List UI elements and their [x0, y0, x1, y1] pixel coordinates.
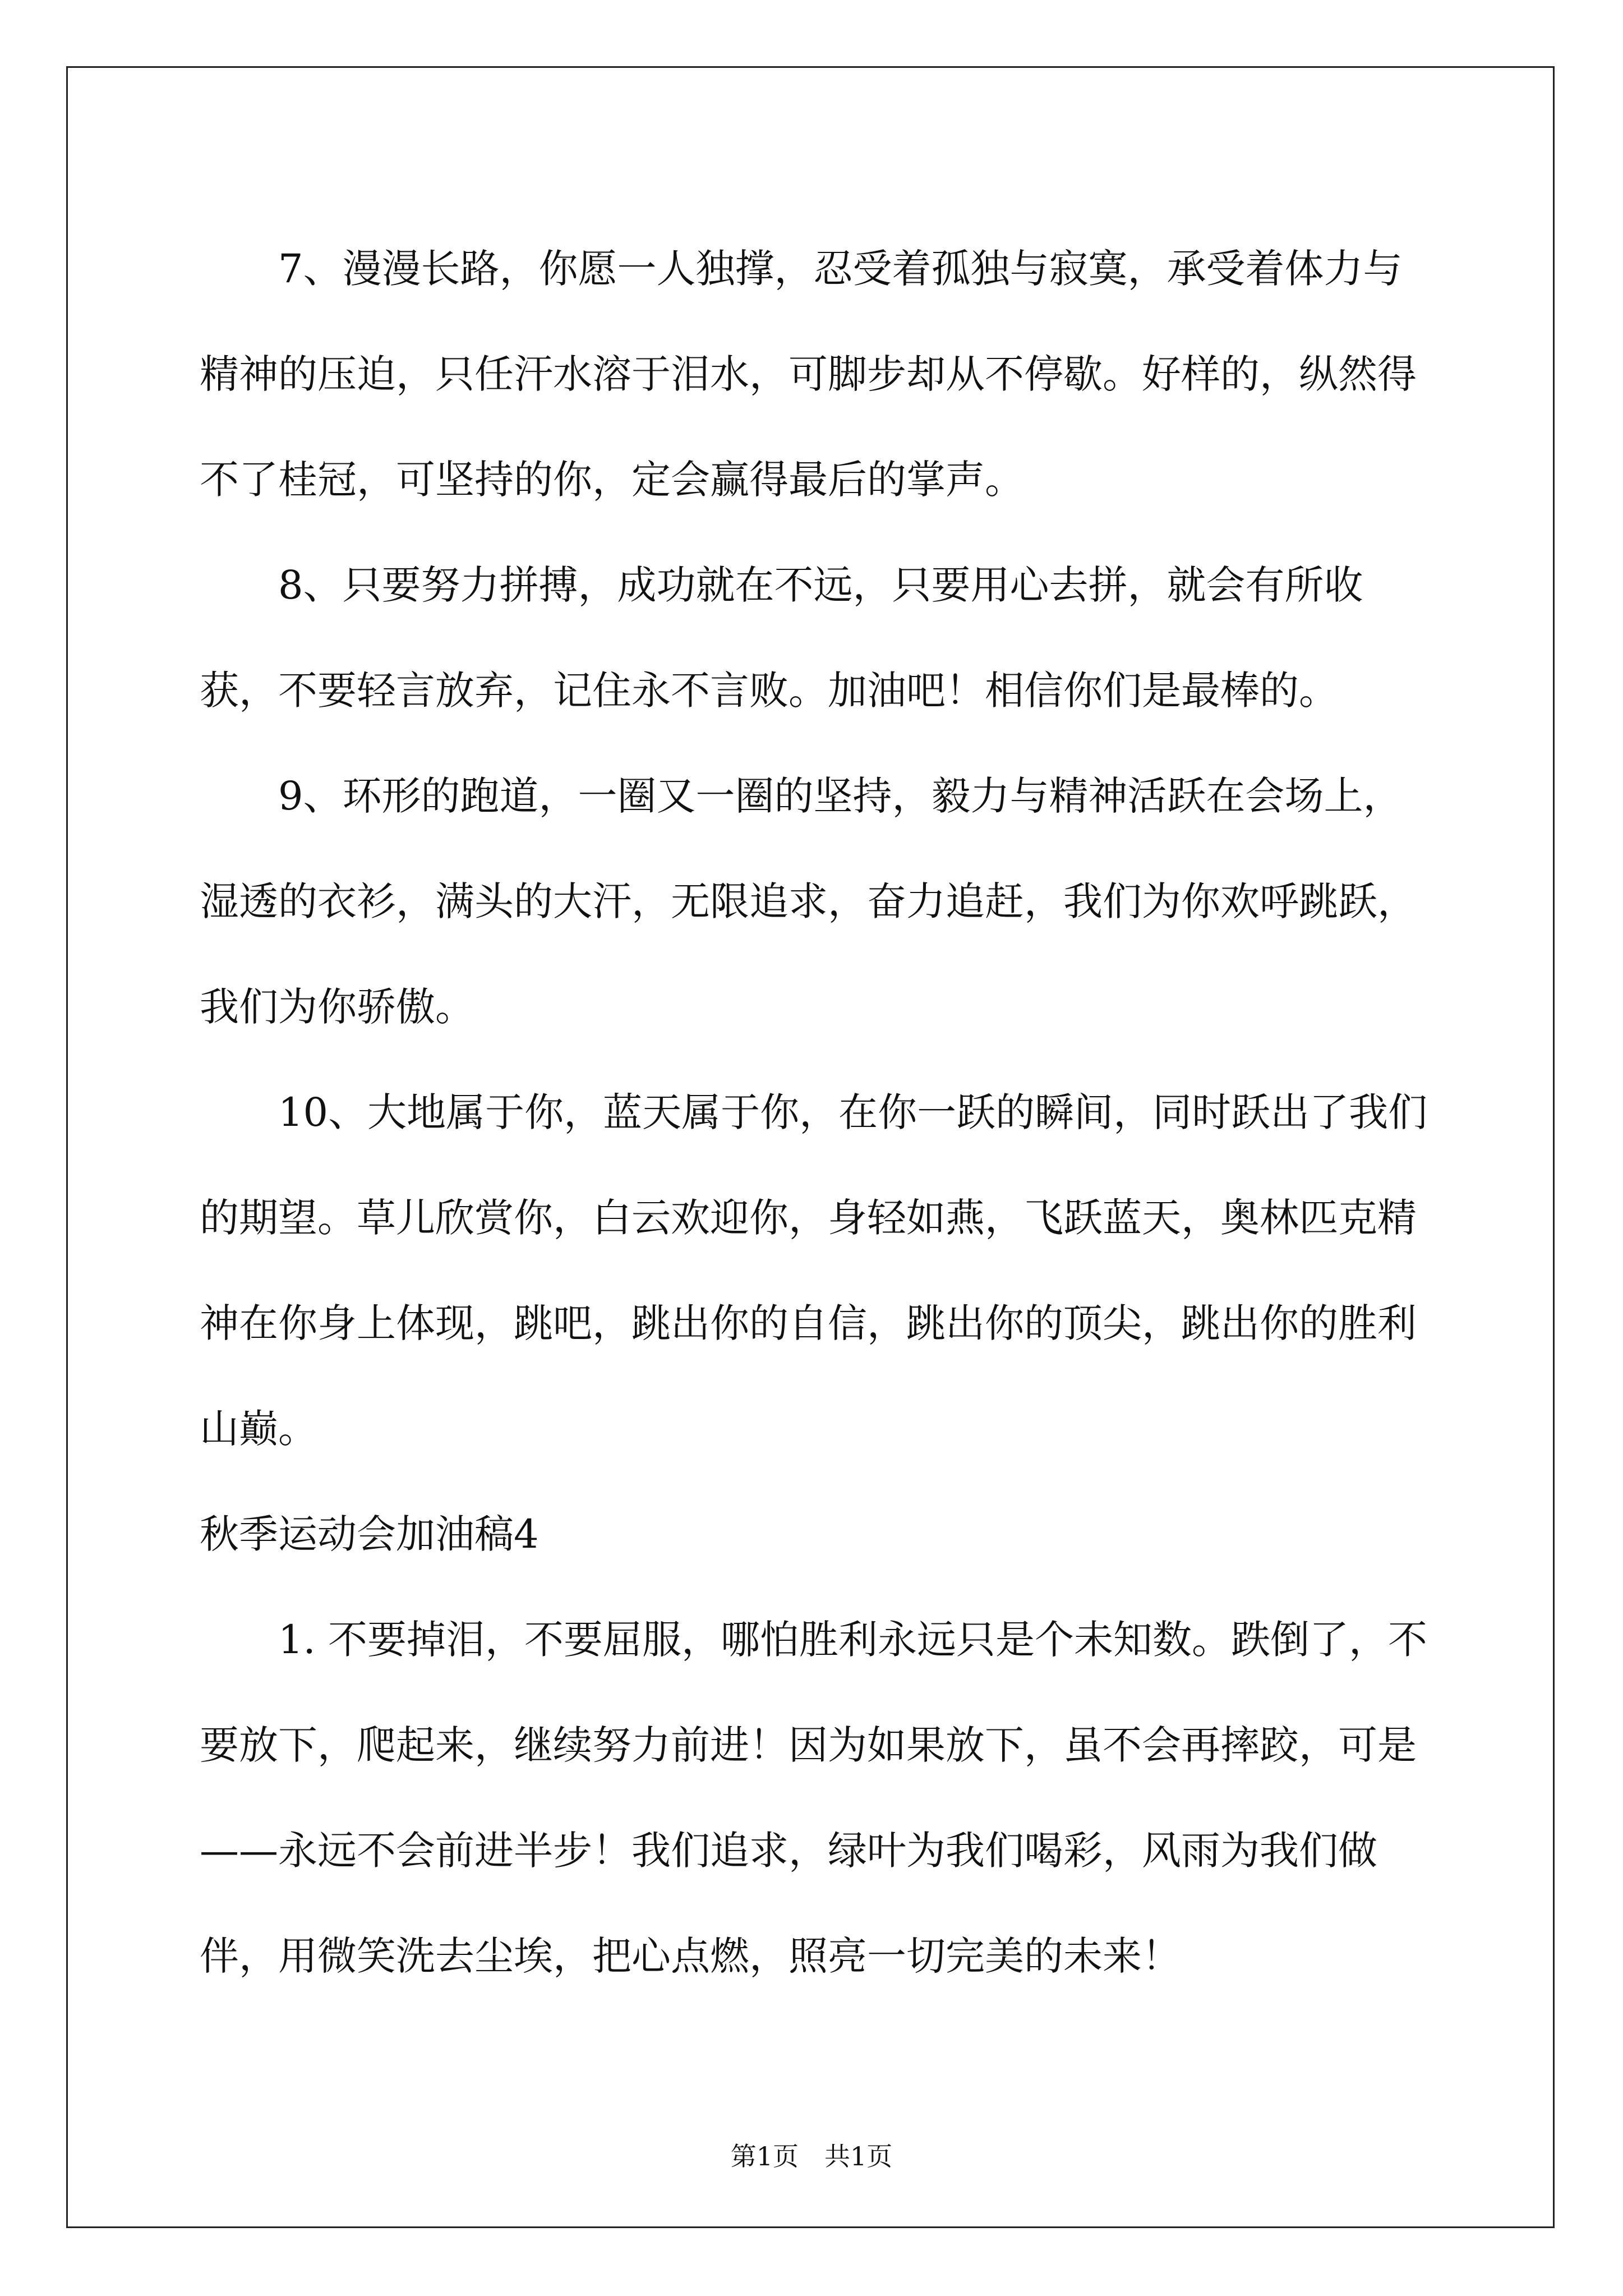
paragraph-7: 7、漫漫长路，你愿一人独撑，忍受着孤独与寂寞，承受着体力与精神的压迫，只任汗水溶于泪水，可脚步却从不停歇。好样的，纵然得不了桂冠，可坚持的你，定会赢得最后的掌声。 [200, 246, 1417, 503]
section-heading: 秋季运动会加油稿4 [200, 1511, 539, 1557]
paragraph-1: 1. 不要掉泪，不要屈服，哪怕胜利永远只是个未知数。跌倒了，不要放下，爬起来，继续努力前进！因为如果放下，虽不会再摔跤，可是——永远不会前进半步！我们追求，绿叶为我们喝彩，风雨为我们做伴，用微笑洗去尘埃，把心点燃，照亮一切完美的未来！ [200, 1617, 1428, 1979]
paragraph-9: 9、环形的跑道，一圈又一圈的坚持，毅力与精神活跃在会场上，湿透的衣衫，满头的大汗，无限追求，奋力追赶，我们为你欢呼跳跃，我们为你骄傲。 [200, 773, 1417, 1030]
page-footer: 第1页 共1页 [730, 2141, 893, 2171]
paragraph-10: 10、大地属于你，蓝天属于你，在你一跃的瞬间，同时跃出了我们的期望。草儿欣赏你，白云欢迎你，身轻如燕，飞跃蓝天，奥林匹克精神在你身上体现，跳吧，跳出你的自信，跳出你的顶尖，跳出你的胜利山巅。 [200, 1089, 1428, 1452]
document-body [200, 216, 1428, 2009]
paragraph-8: 8、只要努力拼搏，成功就在不远，只要用心去拼，就会有所收获，不要轻言放弃，记住永不言败。加油吧！相信你们是最棒的。 [200, 562, 1363, 714]
